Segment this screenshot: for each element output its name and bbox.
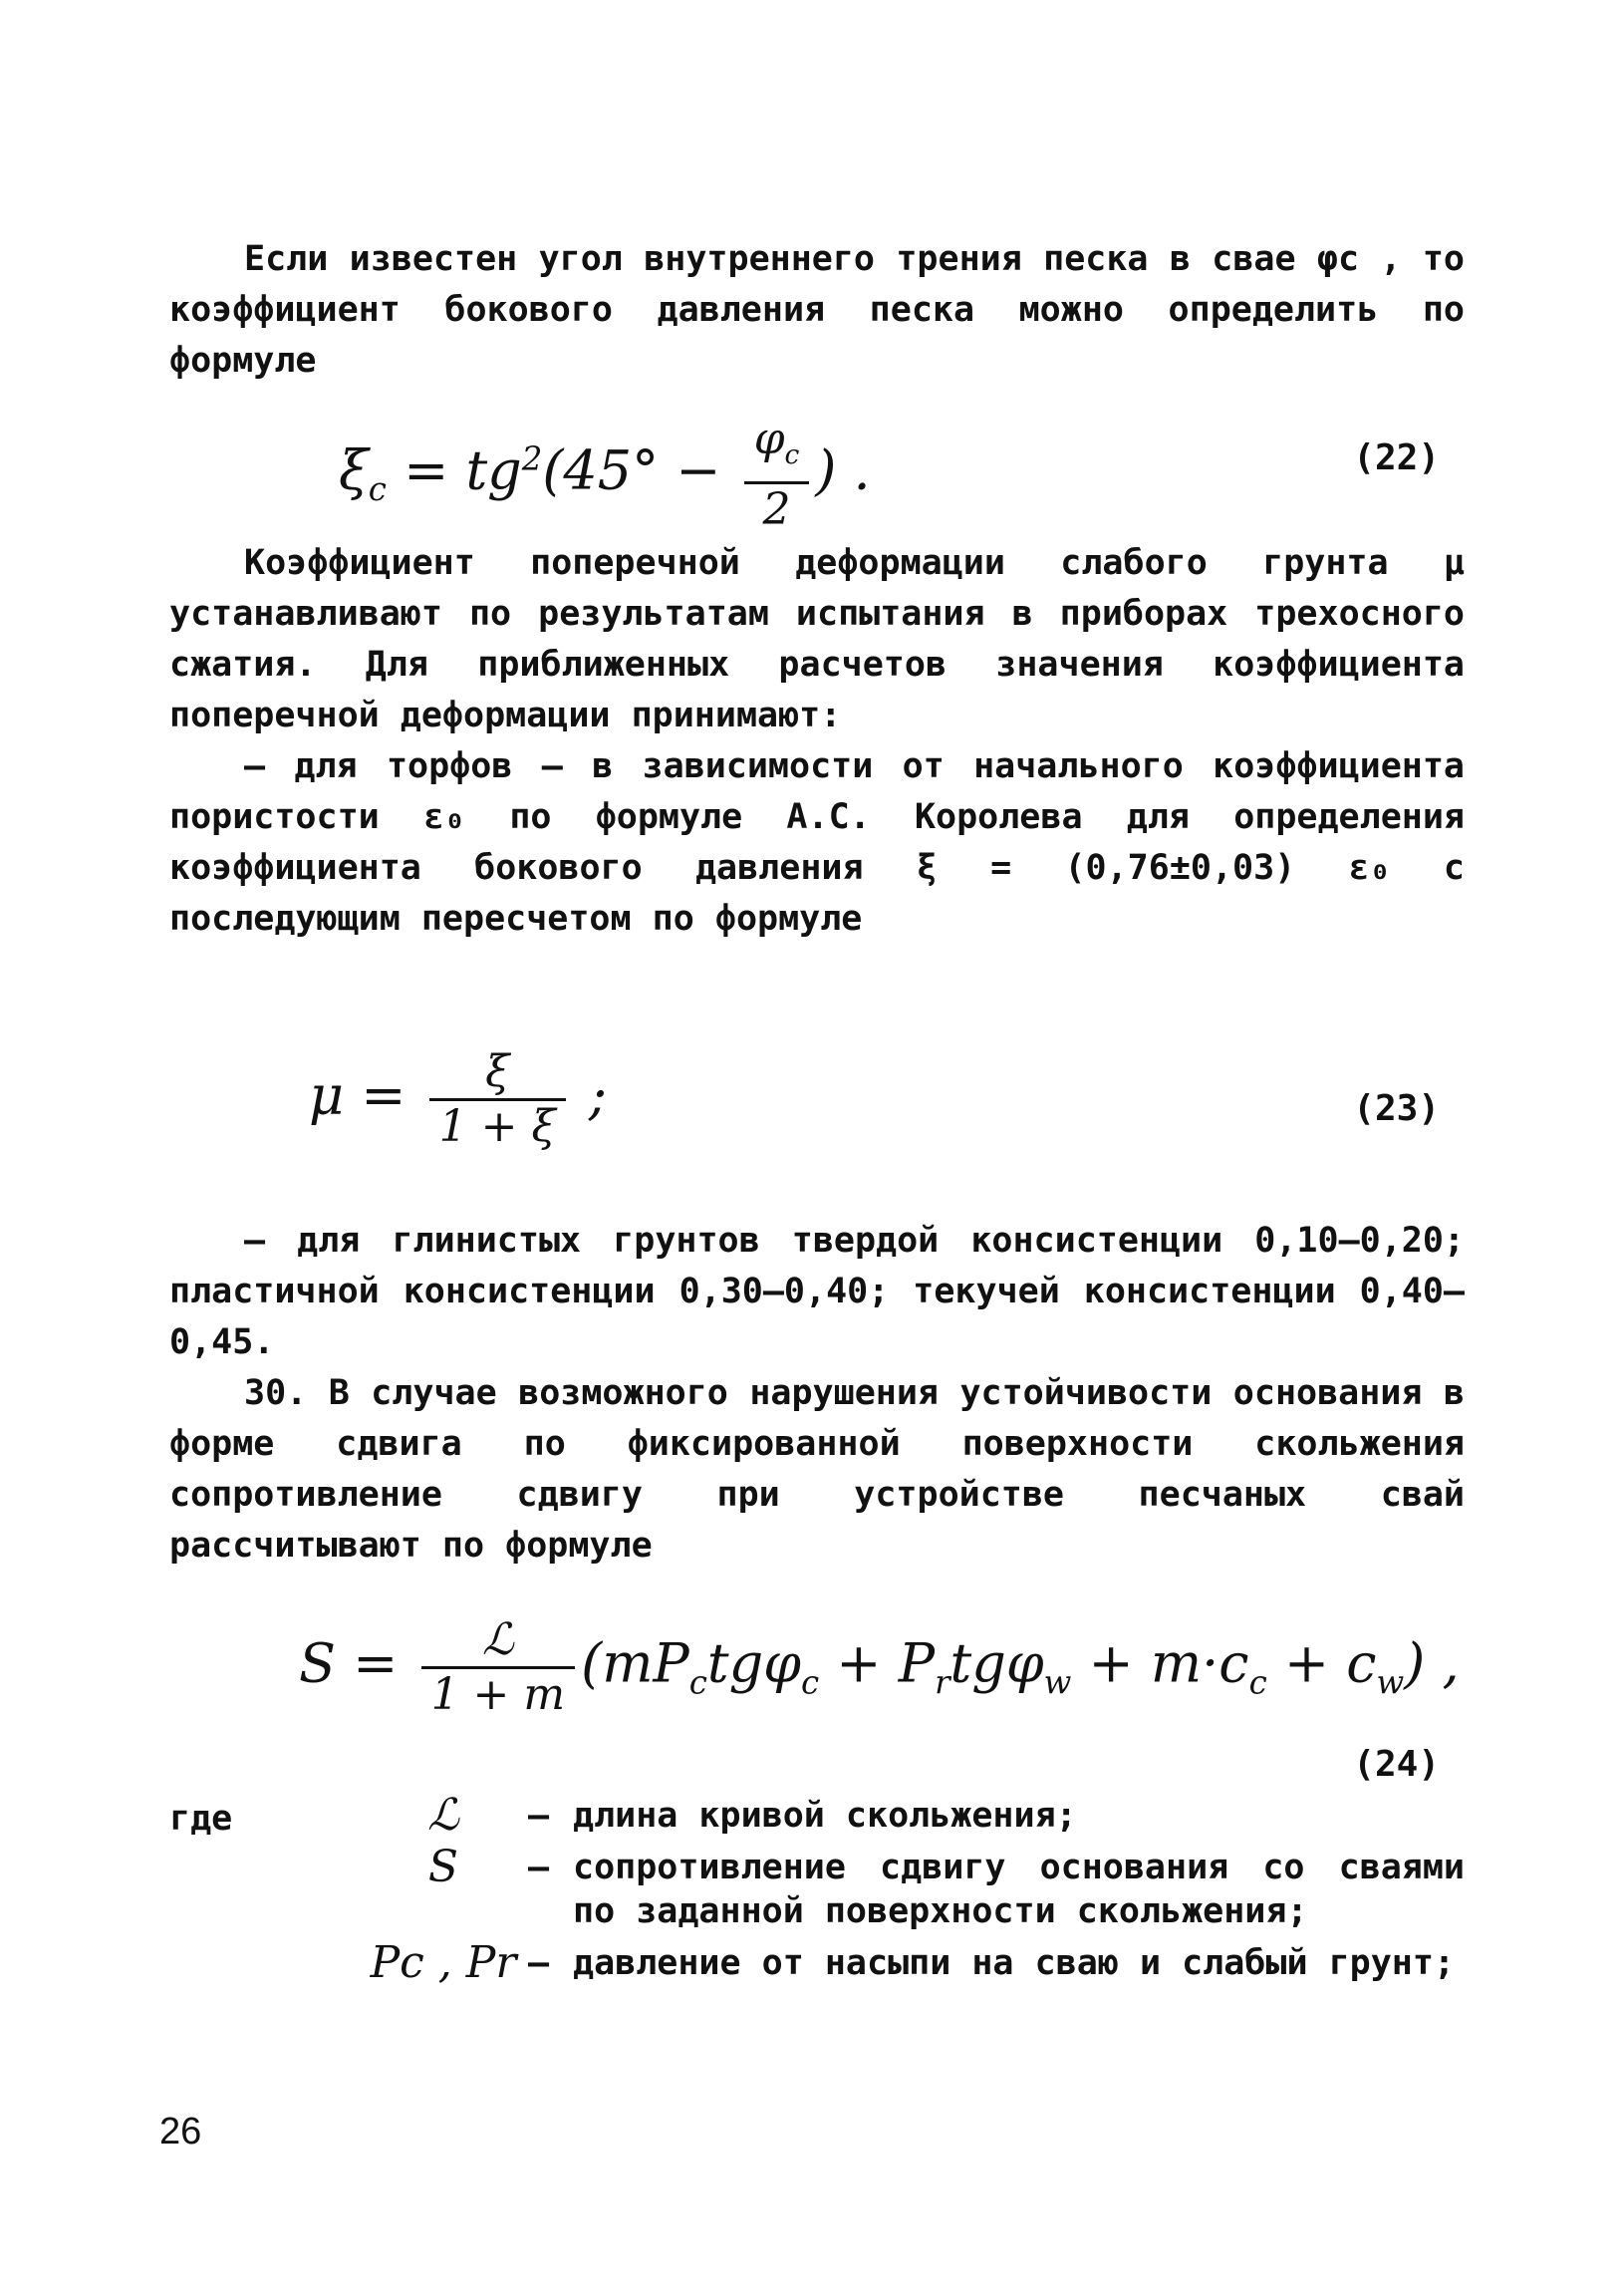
definition-row <box>359 1937 1465 1988</box>
page-number: 26 <box>159 2111 202 2152</box>
definition-text: длина кривой скольжения; <box>573 1796 1077 1836</box>
formula-24 <box>0 1614 1624 1785</box>
equation-number: (24) <box>1353 1744 1440 1785</box>
definition-row <box>359 1790 1465 1841</box>
formula-23-body: μ = $\frac{\xi}{1 + \xi}$ ; <box>309 1046 608 1152</box>
formula-22-body: $\xi_c = tg^2(45^\circ$ − $\frac{\varphi_c}{2}$ ) . <box>339 414 871 535</box>
paragraph-1 <box>169 234 1465 387</box>
definition-dash: – <box>528 1848 550 1887</box>
paragraph-text: – для глинистых грунтов твердой консистенции 0,10–0,20; пластичной консистенции 0,30–0,40; текучей консистенции 0,40–0,45. <box>169 1221 1465 1362</box>
formula-22 <box>0 404 1624 535</box>
paragraph-text: Коэффициент поперечной деформации слабого грунта μ устанавливают по результатам испытания в приборах трехосного сжатия. Для приближенных расчетов значения коэффициента поперечной деформации принимают: <box>169 543 1465 735</box>
paragraph-text: 30. В случае возможного нарушения устойчивости основания в форме сдвига по фиксированной поверхности скольжения сопротивление сдвигу при устройстве песчаных свай рассчитывают по формуле <box>169 1373 1465 1566</box>
definitions-list <box>359 1790 1465 1993</box>
formula-24-body: S = $\frac{\text{ℒ}}{1 + m}$ $(mP_ctg\varphi_c + P_rtg\varphi_w + m\cdot c_c + c_w)$ , <box>299 1614 1460 1720</box>
paragraph-text: – для торфов – в зависимости от начального коэффициента пористости ε₀ по формуле А.С. Королева для определения коэффициента бокового давления ξ = (0,76±0,03) ε₀ с последующим пересчетом по формуле <box>169 746 1465 939</box>
definition-symbol: S <box>427 1842 459 1892</box>
definition-dash: – <box>528 1796 550 1836</box>
definition-symbol: Pc , Pr <box>370 1937 517 1988</box>
formula-23 <box>0 1046 1624 1166</box>
definition-dash: – <box>528 1943 550 1983</box>
paragraph-4 <box>169 1216 1465 1572</box>
equation-number: (23) <box>1353 1088 1440 1129</box>
definition-symbol: ℒ <box>427 1790 459 1841</box>
definition-text: сопротивление сдвигу основания со сваями по заданной поверхности скольжения; <box>573 1848 1465 1931</box>
paragraph-2 <box>169 538 1465 945</box>
equation-number: (22) <box>1353 437 1440 478</box>
definition-row <box>359 1842 1465 1933</box>
definition-text: давление от насыпи на сваю и слабый грунт; <box>573 1943 1456 1983</box>
paragraph-text: Если известен угол внутреннего трения песка в сваe φc , то коэффициент бокового давления песка можно определить по формуле <box>169 239 1465 381</box>
where-label: где <box>169 1799 233 1839</box>
